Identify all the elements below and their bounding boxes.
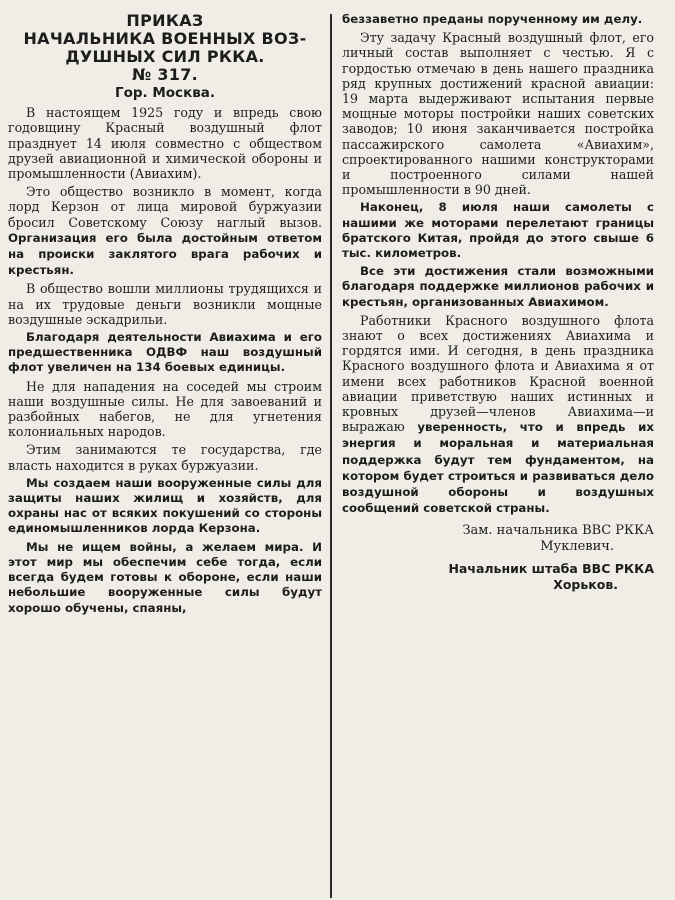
- deputy-title: Зам. начальника ВВС РККА: [462, 522, 654, 538]
- paragraph: В общество вошли миллионы трудящихся и на их трудовые деньги возникли мощные воздушные эскадрильи.: [8, 281, 322, 327]
- order-number: № 317.: [131, 65, 199, 84]
- paragraph: [8, 184, 322, 278]
- paragraph: В настоящем 1925 году и впредь свою годовщину Красный воздушный флот празднует 14 июля совместно с обществом друзей авиационной и химической обороны и промышленности (Авиахим).: [8, 105, 322, 182]
- right-body: [342, 12, 654, 517]
- paragraph: беззаветно преданы порученному им делу.: [342, 12, 643, 26]
- paragraph: Мы не ищем войны, а желаем мира. И этот мир мы обеспечим себе тогда, если всегда будем готовы к обороне, если наши небольшие вооруженные силы будут хорошо обучены, спаяны,: [8, 539, 322, 615]
- order-title: [8, 12, 322, 84]
- signature-chief: [342, 561, 654, 593]
- chief-name: Хорьков.: [553, 576, 618, 592]
- deputy-name: Муклевич.: [540, 538, 614, 554]
- left-body: [8, 105, 322, 616]
- paragraph: Благодаря деятельности Авиахима и его предшественника ОДВФ наш воздушный флот увеличен на 134 боевых единицы.: [8, 330, 322, 375]
- paragraph-bold-text: Организация его была достойным ответом на происки заклятого врага рабочих и крестьян.: [8, 230, 322, 278]
- paragraph-text: Это общество возникло в момент, когда лорд Керзон от лица мировой буржуазии бросил Советскому Союзу наглый вызов.: [8, 184, 322, 230]
- chief-title: Начальник штаба ВВС РККА: [448, 560, 654, 576]
- paragraph-text: Работники Красного воздушного флота знают о всех достижениях Авиахима и гордятся ими. И сегодня, в день праздника Красного воздушного флота и Авиахима я от имени всех работников Красной военной авиации приветствую наших истинных и кровных друзей—членов Авиахима—и выражаю: [342, 312, 654, 435]
- paragraph: Этим занимаются те государства, где власть находится в руках буржуазии.: [8, 442, 322, 473]
- paragraph: Не для нападения на соседей мы строим наши воздушные силы. Не для завоеваний и разбойных набегов, не для угнетения колониальных народов.: [8, 378, 322, 440]
- order-city: Гор. Москва.: [114, 85, 216, 101]
- paragraph-bold-text: уверенность, что и впредь их энергия и моральная и материальная поддержка будут тем фундаментом, на котором будет строиться и развиваться дело воздушной обороны и воздушных сообщений советской страны.: [342, 420, 654, 516]
- left-column: [8, 12, 330, 892]
- right-column: [332, 12, 654, 892]
- paragraph: [342, 313, 654, 517]
- title-line-1: ПРИКАЗ: [126, 11, 204, 30]
- paragraph: Эту задачу Красный воздушный флот, его личный состав выполняет с честью. Я с гордостью отмечаю в день нашего праздника ряд крупных достижений красной авиации: 19 марта выдерживают испытания первые мощные моторы постройки наших советских заводов; 10 июня заканчивается постройка пассажирского самолета «Авиахим», спроектированного нашими конструкторами и построенного силами нашей промышленности в 90 дней.: [342, 30, 654, 198]
- paragraph: Наконец, 8 июля наши самолеты с нашими же моторами перелетают границы братского Китая, пройдя до этого свыше 6 тыс. километров.: [342, 200, 654, 261]
- title-line-2: НАЧАЛЬНИКА ВОЕННЫХ ВОЗ-: [23, 29, 307, 48]
- signature-deputy: [342, 523, 654, 555]
- paragraph: Мы создаем наши вооруженные силы для защиты наших жилищ и хозяйств, для охраны нас от всяких покушений со стороны единомышленников лорда Керзона.: [8, 475, 322, 536]
- title-line-3: ДУШНЫХ СИЛ РККА.: [65, 47, 265, 66]
- paragraph: Все эти достижения стали возможными благодаря поддержке миллионов рабочих и крестьян, организованных Авиахимом.: [342, 264, 654, 309]
